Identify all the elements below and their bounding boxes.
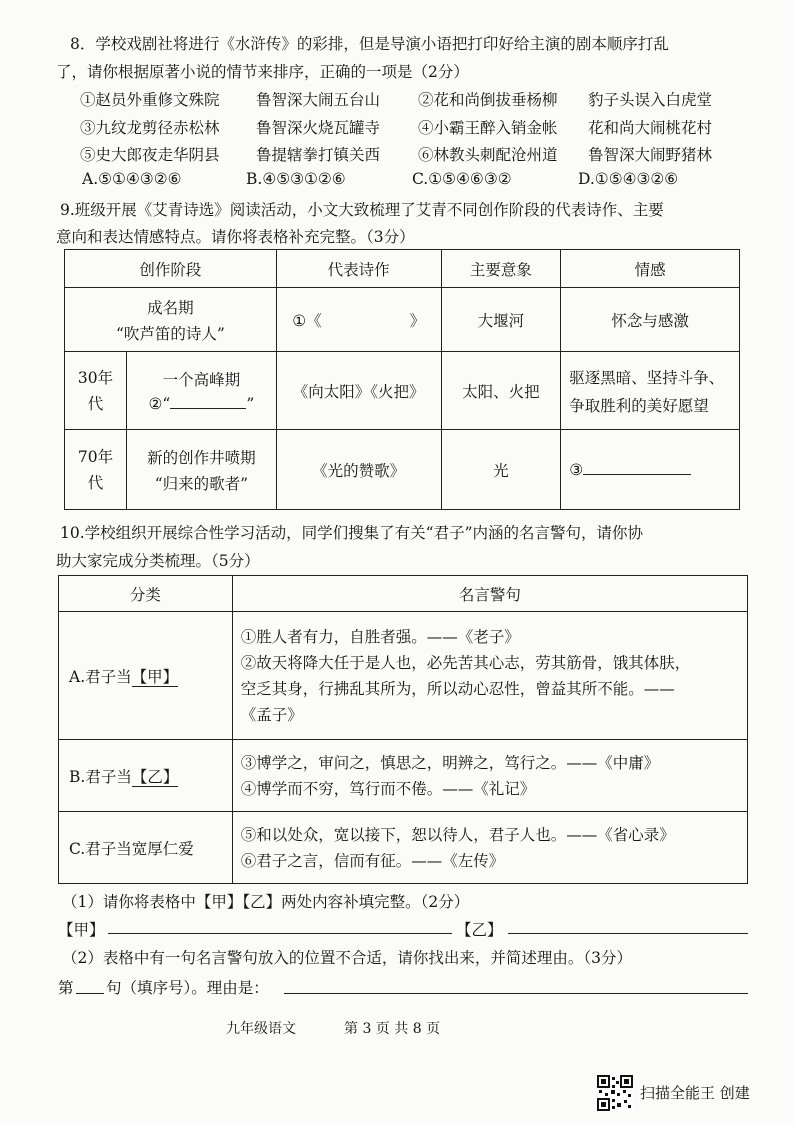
q9-row2-emotion-line1: 驱逐黑暗、坚持斗争、 bbox=[569, 368, 725, 387]
q10-rowA-quote-line4: 《孟子》 bbox=[240, 705, 303, 724]
q9-answer-3-blank[interactable] bbox=[583, 460, 691, 475]
q9-row1-stage-line1: 成名期 bbox=[147, 298, 194, 317]
q9-row1-poem-prefix: ①《 bbox=[292, 311, 322, 330]
q9-row2-stage-line1: 一个高峰期 bbox=[162, 371, 241, 389]
q8-stem-line2: 了，请你根据原著小说的情节来排序，正确的一项是（2分） bbox=[56, 63, 469, 81]
q9-stem-line2: 意向和表达情感特点。请你将表格补充完整。（3分） bbox=[56, 228, 415, 246]
q10-sub2-reason-blank[interactable] bbox=[284, 993, 748, 994]
q9-row1-poem-suffix: 》 bbox=[409, 311, 426, 330]
q10-header-category: 分类 bbox=[59, 576, 233, 612]
q10-sub1-yi-label: 【乙】 bbox=[456, 921, 503, 939]
q9-row2-stage-line2 bbox=[127, 394, 276, 413]
q9-row2-emotion-line2: 争取胜利的美好愿望 bbox=[569, 396, 709, 415]
watermark-text: 扫描全能王 创建 bbox=[640, 1084, 750, 1102]
q8-item-2b: 鲁智深火烧瓦罐寺 bbox=[256, 119, 381, 137]
q9-row1-image: 大堰河 bbox=[441, 288, 561, 352]
q9-row3-image: 光 bbox=[441, 430, 561, 510]
q8-item-3b: 鲁提辖拳打镇关西 bbox=[256, 146, 381, 164]
q9-stem-line1: 9.班级开展《艾青诗选》阅读活动，小文大致梳理了艾青不同创作阶段的代表诗作、主要 bbox=[60, 201, 664, 219]
q9-row3-era-text: 70年代 bbox=[77, 447, 114, 492]
q10-sub2-prefix: 第 bbox=[58, 979, 74, 997]
q10-rowB-category-mark: 【乙】 bbox=[131, 767, 179, 786]
q8-option-a[interactable]: A.⑤①④③②⑥ bbox=[82, 170, 182, 188]
q9-row3-stage-line2: “归来的歌者” bbox=[154, 474, 249, 493]
q9-row3-era bbox=[65, 430, 127, 510]
q9-row2-era-text: 30年代 bbox=[77, 368, 114, 413]
q10-rowB-quote-line1: ③博学之，审问之，慎思之，明辨之，笃行之。——《中庸》 bbox=[240, 753, 660, 772]
q8-stem-line1: 8．学校戏剧社将进行《水浒传》的彩排，但是导演小语把打印好给主演的剧本顺序打乱 bbox=[70, 35, 669, 53]
q10-sub1-prompt: （1）请你将表格中【甲】【乙】两处内容补填完整。（2分） bbox=[62, 893, 470, 911]
q10-sub2-mid: 句（填序号）。理由是： bbox=[106, 979, 269, 997]
q10-rowC-quotes bbox=[232, 812, 747, 884]
q9-row3-poem: 《光的赞歌》 bbox=[276, 430, 441, 510]
q9-row2-emotion bbox=[561, 352, 740, 430]
q10-rowB-category bbox=[59, 740, 233, 812]
q10-rowC-quote-line2: ⑥君子之言，信而有征。——《左传》 bbox=[240, 851, 505, 870]
q9-row1-poem bbox=[276, 288, 441, 352]
q10-stem-line1: 10.学校组织开展综合性学习活动，同学们搜集了有关“君子”内涵的名言警句，请你协 bbox=[60, 524, 644, 542]
q9-answer-2-blank[interactable] bbox=[170, 394, 246, 409]
q9-row2-poem: 《向太阳》《火把》 bbox=[276, 352, 441, 430]
q8-item-1c: ②花和尚倒拔垂杨柳 bbox=[418, 91, 558, 109]
q9-row3-stage-line1: 新的创作井喷期 bbox=[147, 448, 256, 467]
q10-rowA-quote-line2: ②故天将降大任于是人也，必先苦其心志，劳其筋骨，饿其体肤， bbox=[240, 653, 691, 672]
footer-subject: 九年级语文 bbox=[226, 1021, 296, 1037]
q8-option-b[interactable]: B.④⑤③①②⑥ bbox=[246, 170, 346, 188]
q10-rowA-quotes bbox=[232, 612, 747, 740]
q10-rowC-category: C.君子当宽厚仁爱 bbox=[59, 812, 233, 884]
q9-row3-emotion-prefix: ③ bbox=[569, 461, 584, 479]
q10-sub1-yi-blank[interactable] bbox=[508, 933, 748, 934]
q8-option-c[interactable]: C.①⑤④⑥③② bbox=[412, 170, 512, 188]
q8-item-2c: ④小霸王醉入销金帐 bbox=[418, 119, 558, 137]
q9-row1-stage-line2: “吹芦笛的诗人” bbox=[115, 324, 225, 343]
q10-sub1-jia-label: 【甲】 bbox=[58, 921, 105, 939]
q9-row1-stage bbox=[65, 288, 277, 352]
q9-header-stage: 创作阶段 bbox=[65, 250, 277, 288]
q9-header-poem: 代表诗作 bbox=[276, 250, 441, 288]
q8-item-2a: ③九纹龙剪径赤松林 bbox=[80, 119, 220, 137]
q10-rowB-category-prefix: B.君子当 bbox=[69, 767, 132, 786]
q10-rowB-quote-line2: ④博学而不穷，笃行而不倦。——《礼记》 bbox=[240, 779, 536, 798]
q10-sub2-prompt: （2）表格中有一句名言警句放入的位置不合适，请你找出来，并简述理由。（3分） bbox=[62, 949, 632, 967]
q9-row3-emotion bbox=[561, 430, 740, 510]
q9-row3-stage bbox=[126, 430, 276, 510]
q10-rowA-category-prefix: A.君子当 bbox=[69, 667, 132, 686]
q10-rowA-category-mark: 【甲】 bbox=[131, 667, 179, 686]
q10-rowC-quote-line1: ⑤和以处众，宽以接下，恕以待人，君子人也。——《省心录》 bbox=[240, 825, 675, 844]
q9-row1-emotion: 怀念与感激 bbox=[561, 288, 740, 352]
q10-header-quotes: 名言警句 bbox=[232, 576, 747, 612]
q8-option-d[interactable]: D.①⑤④③②⑥ bbox=[578, 170, 679, 188]
q9-row2-stage-suffix: ” bbox=[246, 395, 255, 413]
q10-rowA-category bbox=[59, 612, 233, 740]
q8-item-1d: 豹子头误入白虎堂 bbox=[588, 91, 713, 109]
q9-row2-image: 太阳、火把 bbox=[441, 352, 561, 430]
q10-rowA-quote-line3: 空乏其身，行拂乱其所为，所以动心忍性，曾益其所不能。—— bbox=[240, 679, 675, 698]
q10-table bbox=[58, 575, 748, 884]
q9-row2-era bbox=[65, 352, 127, 430]
q8-item-1a: ①赵员外重修文殊院 bbox=[80, 91, 220, 109]
qr-code-icon bbox=[597, 1075, 633, 1111]
q10-rowB-quotes bbox=[232, 740, 747, 812]
q8-item-3a: ⑤史大郎夜走华阴县 bbox=[80, 146, 220, 164]
q8-item-3c: ⑥林教头刺配沧州道 bbox=[418, 146, 558, 164]
q10-stem-line2: 助大家完成分类梳理。（5分） bbox=[56, 552, 260, 570]
q10-rowA-quote-line1: ①胜人者有力，自胜者强。——《老子》 bbox=[240, 627, 520, 646]
q9-header-image: 主要意象 bbox=[441, 250, 561, 288]
footer-page-number: 第 3 页 共 8 页 bbox=[344, 1021, 441, 1037]
q9-table bbox=[64, 249, 740, 510]
q10-sub1-jia-blank[interactable] bbox=[108, 933, 452, 934]
q8-item-1b: 鲁智深大闹五台山 bbox=[256, 91, 381, 109]
q9-header-emotion: 情感 bbox=[561, 250, 740, 288]
q10-sub2-number-blank[interactable] bbox=[76, 993, 104, 994]
q9-row2-stage bbox=[126, 352, 276, 430]
q8-item-3d: 鲁智深大闹野猪林 bbox=[588, 146, 713, 164]
q9-row2-stage-prefix: ②“ bbox=[148, 395, 171, 413]
q8-item-2d: 花和尚大闹桃花村 bbox=[588, 119, 713, 137]
